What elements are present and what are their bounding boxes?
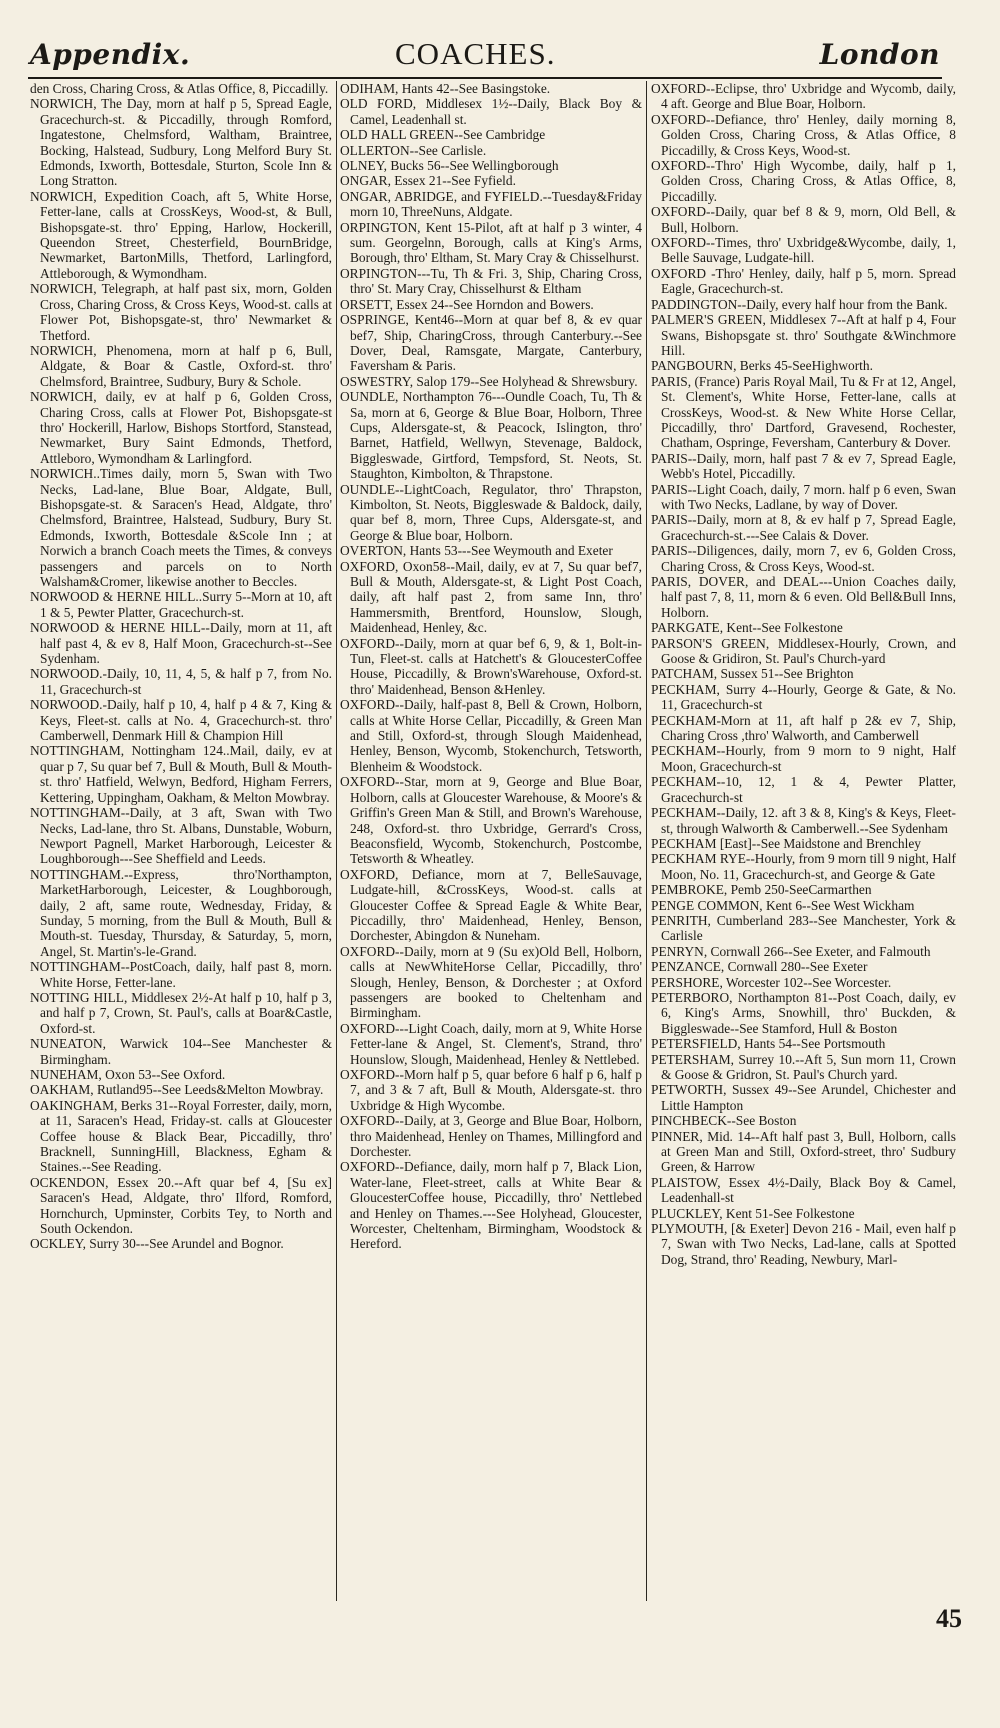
directory-entry: NOTTINGHAM--Daily, at 3 aft, Swan with Two Necks, Lad-lane, thro St. Albans, Dunstable, Woburn, Newport Pagnell, Market Harborough, Leicester & Loughborough---See Sheffield and Leeds. <box>30 805 332 867</box>
directory-entry: PARKGATE, Kent--See Folkestone <box>651 620 843 636</box>
directory-entry: PECKHAM RYE--Hourly, from 9 morn till 9 night, Half Moon, No. 11, Gracechurch-st, and George & Gate <box>651 851 956 882</box>
column-3 <box>651 81 956 1601</box>
directory-entry: PINNER, Mid. 14--Aft half past 3, Bull, Holborn, calls at Green Man and Still, Oxford-street, thro' Sudbury Green, & Harrow <box>651 1128 956 1175</box>
directory-entry: NOTTING HILL, Middlesex 2½-At half p 10, half p 3, and half p 7, Crown, St. Paul's, calls at Boar&Castle, Oxford-st. <box>30 989 332 1036</box>
directory-entry: NORWOOD.-Daily, 10, 11, 4, 5, & half p 7, from No. 11, Gracechurch-st <box>30 666 332 697</box>
directory-entry: OAKHAM, Rutland95--See Leeds&Melton Mowbray. <box>30 1082 324 1098</box>
directory-entry: OCKLEY, Surry 30---See Arundel and Bognor. <box>30 1236 284 1252</box>
directory-entry: OAKINGHAM, Berks 31--Royal Forrester, daily, morn, at 11, Saracen's Head, Friday-st. calls at Gloucester Coffee house & Black Bear, Piccadilly, thro' Bracknell, SunningHill, Blackness, Egham & Staines.--See Reading. <box>30 1097 332 1175</box>
directory-entry: PARIS--Daily, morn at 8, & ev half p 7, Spread Eagle, Gracechurch-st.---See Calais & Dover. <box>651 512 956 543</box>
directory-entry: PARIS--Light Coach, daily, 7 morn. half p 6 even, Swan with Two Necks, Ladlane, by way of Dover. <box>651 481 956 512</box>
column-divider <box>336 81 337 1601</box>
directory-entry: PARSON'S GREEN, Middlesex-Hourly, Crown, and Goose & Gridiron, St. Paul's Church-yard <box>651 635 956 667</box>
directory-entry: PECKHAM--10, 12, 1 & 4, Pewter Platter, Gracechurch-st <box>651 774 956 805</box>
directory-entry: NORWICH, Telegraph, at half past six, morn, Golden Cross, Charing Cross, & Cross Keys, Wood-st. calls at Flower Pot, Bishopsgate-st, thro' Newmarket & Thetford. <box>30 281 332 343</box>
directory-entry: OCKENDON, Essex 20.--Aft quar bef 4, [Su ex] Saracen's Head, Aldgate, thro' Ilford, Romford, Hornchurch, Upminster, Corbits Tey, to North and South Ockendon. <box>30 1174 332 1237</box>
directory-entry: PADDINGTON--Daily, every half hour from the Bank. <box>651 296 948 312</box>
directory-entry: PECKHAM--Hourly, from 9 morn to 9 night, Half Moon, Gracechurch-st <box>651 743 956 774</box>
directory-entry: PANGBOURN, Berks 45-SeeHighworth. <box>651 358 873 374</box>
page-number: 45 <box>936 1604 962 1633</box>
directory-entry: ONGAR, Essex 21--See Fyfield. <box>340 173 516 189</box>
directory-entry: PLYMOUTH, [& Exeter] Devon 216 - Mail, even half p 7, Swan with Two Necks, Lad-lane, calls at Spotted Dog, Strand, thro' Reading, Newbury, Marl- <box>651 1221 956 1267</box>
directory-entry: OVERTON, Hants 53---See Weymouth and Exeter <box>340 543 613 559</box>
directory-entry: PETWORTH, Sussex 49--See Arundel, Chichester and Little Hampton <box>651 1082 956 1113</box>
directory-entry: OXFORD---Light Coach, daily, morn at 9, White Horse Fetter-lane & Angel, St. Clement's, Strand, thro' Hounslow, Slough, Maidenhead, Henley & Nettlebed. <box>340 1020 642 1067</box>
directory-entry: PARIS, DOVER, and DEAL---Union Coaches daily, half past 7, 8, 11, morn & 6 even. Old Bell&Bull Inns, Holborn. <box>651 574 956 620</box>
directory-entry: NORWOOD.-Daily, half p 10, 4, half p 4 & 7, King & Keys, Fleet-st. calls at No. 4, Gracechurch-st. thro' Camberwell, Denmark Hill & Champion Hill <box>30 697 332 744</box>
directory-entry: OXFORD--Daily, morn at 9 (Su ex)Old Bell, Holborn, calls at NewWhiteHorse Cellar, Piccadilly, thro' Slough, Henley, Benson, & Dorchester ; at Oxford passengers are booked to Cheltenham and Birmingham. <box>340 943 642 1021</box>
directory-entry: PECKHAM-Morn at 11, aft half p 2& ev 7, Ship, Charing Cross ,thro' Walworth, and Camberwell <box>651 712 956 744</box>
directory-entry: OXFORD--Morn half p 5, quar before 6 half p 6, half p 7, and 3 & 7 aft, Bull & Mouth, Aldersgate-st. thro Uxbridge & High Wycombe. <box>340 1067 642 1113</box>
directory-entry: ORPINGTON---Tu, Th & Fri. 3, Ship, Charing Cross, thro' St. Mary Cray, Chisselhurst & Eltham <box>340 265 642 297</box>
directory-entry: den Cross, Charing Cross, & Atlas Office, 8, Piccadilly. <box>30 81 329 96</box>
directory-entry: PECKHAM, Surry 4--Hourly, George & Gate, & No. 11, Gracechurch-st <box>651 681 956 713</box>
directory-entry: OSPRINGE, Kent46--Morn at quar bef 8, & ev quar bef7, Ship, CharingCross, through Canterbury.--See Dover, Deal, Ramsgate, Margate, Canterbury, Faversham & Paris. <box>340 312 642 374</box>
directory-entry: PENZANCE, Cornwall 280--See Exeter <box>651 959 868 975</box>
directory-entry: ODIHAM, Hants 42--See Basingstoke. <box>340 81 551 96</box>
directory-entry: PARIS--Daily, morn, half past 7 & ev 7, Spread Eagle, Webb's Hotel, Piccadilly. <box>651 450 956 482</box>
directory-entry: OXFORD--Daily, morn at quar bef 6, 9, & 1, Bolt-in-Tun, Fleet-st. calls at Hatchett's & GloucesterCoffee House, Piccadilly, & Brown'sWarehouse, Oxford-st. thro' Maidenhead, Benson &Henley. <box>340 635 642 697</box>
directory-entry: PATCHAM, Sussex 51--See Brighton <box>651 666 854 682</box>
directory-entry: OUNDLE, Northampton 76---Oundle Coach, Tu, Th & Sa, morn at 6, George & Blue Boar, Holborn, Three Cups, Aldersgate-st, & Peacock, Islington, thro' Barnet, Hatfield, Wellwyn, Stevenage, Baldock, Biggleswade, Girtford, Tempsford, St. Neots, St. Staughton, Kimbolton, & Thrapstone. <box>340 389 642 482</box>
directory-entry: OXFORD, Oxon58--Mail, daily, ev at 7, Su quar bef7, Bull & Mouth, Aldersgate-st, & Light Post Coach, daily, aft half past 2, from same Inn, thro' Hammersmith, Brentford, Hounslow, Slough, Maidenhead, Henley, &c. <box>340 558 642 636</box>
directory-entry: OXFORD -Thro' Henley, daily, half p 5, morn. Spread Eagle, Gracechurch-st. <box>651 265 956 297</box>
directory-entry: ORSETT, Essex 24--See Horndon and Bowers. <box>340 296 594 312</box>
column-1 <box>30 81 332 1601</box>
directory-entry: ORPINGTON, Kent 15-Pilot, aft at half p 3 winter, 4 sum. Georgelnn, Borough, calls at King's Arms, Borough, thro' Eltham, St. Mary Cray & Chisselhurst. <box>340 219 642 266</box>
directory-entry: OXFORD--Times, thro' Uxbridge&Wycombe, daily, 1, Belle Sauvage, Ludgate-hill. <box>651 235 956 266</box>
directory-entry: OLD HALL GREEN--See Cambridge <box>340 127 546 143</box>
directory-entry: PETERSFIELD, Hants 54--See Portsmouth <box>651 1036 886 1052</box>
directory-entry: NORWICH, Expedition Coach, aft 5, White Horse, Fetter-lane, calls at CrossKeys, Wood-st, & Bull, Bishopsgate-st. thro' Epping, Harlow, Hockerill, Queendon Street, Chesterfield, BournBridge, Newmarket, BartonMills, Thetford, Larlingford, Attleborough, & Wymondham. <box>30 188 332 281</box>
directory-entry: OXFORD--Thro' High Wycombe, daily, half p 1, Golden Cross, Charing Cross, & Atlas Office, 8, Piccadilly. <box>651 158 956 204</box>
directory-entry: OLD FORD, Middlesex 1½--Daily, Black Boy & Camel, Leadenhall st. <box>340 96 642 127</box>
directory-entry: OXFORD--Defiance, daily, morn half p 7, Black Lion, Water-lane, Fleet-street, calls at White Bear & GloucesterCoffee house, Piccadilly, thro' Nettlebed and Henley on Thames.---See Holyhead, Gloucester, Worcester, Cheltenham, Birmingham, Woodstock & Hereford. <box>340 1159 642 1252</box>
directory-entry: OXFORD--Daily, half-past 8, Bell & Crown, Holborn, calls at White Horse Cellar, Piccadilly, & Green Man and Still, Oxford-st, through Slough Maidenhead, Henley, Benson, Wycomb, Stokenchurch, Tetsworth, Blenheim & Woodstock. <box>340 697 642 774</box>
directory-entry: OXFORD--Daily, quar bef 8 & 9, morn, Old Bell, & Bull, Holborn. <box>651 204 956 235</box>
directory-entry: OUNDLE--LightCoach, Regulator, thro' Thrapston, Kimbolton, St. Neots, Biggleswade & Baldock, daily, quar bef 8, morn, Three Cups, Aldersgate-st, and George & Blue boar, Holborn. <box>340 481 642 543</box>
directory-entry: PEMBROKE, Pemb 250-SeeCarmarthen <box>651 882 872 898</box>
directory-entry: NORWICH, The Day, morn at half p 5, Spread Eagle, Gracechurch-st. & Piccadilly, through Romford, Ingatestone, Chelmsford, Waltham, Braintree, Bocking, Halstead, Sudbury, Long Melford Bury St. Edmonds, Ixworth, Bottesdale, Sturton, Scole Inn & Long Stratton. <box>30 96 332 189</box>
column-2 <box>340 81 642 1601</box>
directory-entry: PECKHAM [East]--See Maidstone and Brenchley <box>651 835 921 851</box>
directory-entry: PARIS, (France) Paris Royal Mail, Tu & Fr at 12, Angel, St. Clement's, White Horse, Fetter-lane, calls at CrossKeys, Wood-st. & New White Horse Cellar, Piccadilly, thro' Dartford, Gravesend, Rochester, Chatham, Ospringe, Feversham, Canterbury & Dover. <box>651 373 956 451</box>
directory-entry: OLLERTON--See Carlisle. <box>340 142 487 158</box>
directory-entry: PENRYN, Cornwall 266--See Exeter, and Falmouth <box>651 943 931 959</box>
directory-entry: NORWICH..Times daily, morn 5, Swan with Two Necks, Lad-lane, Blue Boar, Aldgate, Bull, Bishopsgate-st. & Saracen's Head, Aldgate, thro' Chelmsford, Braintree, Halstead, Sudbury, Bury St. Edmonds, Ixworth, Bottesdale &Scole Inn ; at Norwich a branch Coach meets the Times, & conveys passengers and parcels on to North Walsham&Cromer, likewise another to Beccles. <box>30 466 332 589</box>
directory-entry: NORWOOD & HERNE HILL--Daily, morn at 11, aft half past 4, & ev 8, Half Moon, Gracechurch-st--See Sydenham. <box>30 620 332 667</box>
directory-entry: PLAISTOW, Essex 4½-Daily, Black Boy & Camel, Leadenhall-st <box>651 1174 956 1206</box>
directory-entry: OXFORD--Eclipse, thro' Uxbridge and Wycomb, daily, 4 aft. George and Blue Boar, Holborn. <box>651 81 956 112</box>
directory-entry: NUNEATON, Warwick 104--See Manchester & Birmingham. <box>30 1036 332 1067</box>
directory-entry: PINCHBECK--See Boston <box>651 1113 797 1129</box>
section-title: COACHES. <box>395 36 556 71</box>
directory-entry: OXFORD--Defiance, thro' Henley, daily morning 8, Golden Cross, Charing Cross, & Atlas Office, 8 Piccadilly, & Cross Keys, Wood-st. <box>651 111 956 158</box>
directory-entry: PLUCKLEY, Kent 51-See Folkestone <box>651 1205 855 1221</box>
header-rule <box>28 77 942 79</box>
directory-entry: NOTTINGHAM, Nottingham 124..Mail, daily, ev at quar p 7, Su quar bef 7, Bull & Mouth, Bull & Mouth-st. thro' Hatfield, Welwyn, Bedford, Higham Ferrers, Kettering, Uppingham, Oakham, & Melton Mowbray. <box>30 743 332 805</box>
directory-entry: PARIS--Diligences, daily, morn 7, ev 6, Golden Cross, Charing Cross, & Cross Keys, Wood-st. <box>651 543 956 574</box>
directory-entry: OSWESTRY, Salop 179--See Holyhead & Shrewsbury. <box>340 373 638 389</box>
directory-entry: NOTTINGHAM.--Express, thro'Northampton, MarketHarborough, Leicester, & Loughborough, daily, 2 aft, same route, Wednesday, Friday, & Sunday, 5 morning, from the Bull & Mouth, Bull & Mouth-st. Tuesday, Thursday, & Saturday, 5, morn, Angel, St. Martin's-le-Grand. <box>30 866 332 959</box>
directory-entry: PETERBORO, Northampton 81--Post Coach, daily, ev 6, King's Arms, Snowhill, thro' Buckden, & Biggleswade--See Stamford, Hull & Boston <box>651 989 956 1036</box>
directory-entry: PENRITH, Cumberland 283--See Manchester, York & Carlisle <box>651 912 956 944</box>
directory-entry: NORWICH, Phenomena, morn at half p 6, Bull, Aldgate, & Boar & Castle, Oxford-st. thro' Chelmsford, Braintree, Sudbury, Bury & Schole. <box>30 342 332 389</box>
directory-entry: OXFORD--Daily, at 3, George and Blue Boar, Holborn, thro Maidenhead, Henley on Thames, Millingford and Dorchester. <box>340 1113 642 1160</box>
directory-entry: ONGAR, ABRIDGE, and FYFIELD.--Tuesday&Friday morn 10, ThreeNuns, Aldgate. <box>340 188 642 220</box>
directory-entry: OXFORD, Defiance, morn at 7, BelleSauvage, Ludgate-hill, &CrossKeys, Wood-st. calls at Gloucester Coffee & Spread Eagle & White Bear, Piccadilly, thro' Maidenhead, Henley, Benson, Dorchester, Abingdon & Nuneham. <box>340 866 642 944</box>
directory-entry: OLNEY, Bucks 56--See Wellingborough <box>340 158 559 174</box>
directory-entry: OXFORD--Star, morn at 9, George and Blue Boar, Holborn, calls at Gloucester Warehouse, & Moore's & Griffin's Green Man & Still, and Brown's Warehouse, 248, Oxford-st. thro Uxbridge, Gerrard's Cross, Beaconsfield, Wycomb, Stokenchurch, Postcombe, Tetsworth & Wheatley. <box>340 774 642 867</box>
directory-entry: PECKHAM--Daily, 12. aft 3 & 8, King's & Keys, Fleet-st, through Walworth & Camberwell.--See Sydenham <box>651 805 956 836</box>
running-head-right: London <box>819 38 940 71</box>
directory-entry: NORWOOD & HERNE HILL..Surry 5--Morn at 10, aft 1 & 5, Pewter Platter, Gracechurch-st. <box>30 589 332 620</box>
directory-entry: NOTTINGHAM--PostCoach, daily, half past 8, morn. White Horse, Fetter-lane. <box>30 959 332 990</box>
directory-entry: NUNEHAM, Oxon 53--See Oxford. <box>30 1067 226 1082</box>
column-divider <box>646 81 647 1601</box>
directory-entry: PETERSHAM, Surrey 10.--Aft 5, Sun morn 11, Crown & Goose & Gridron, St. Paul's Church yard. <box>651 1051 956 1082</box>
directory-entry: PALMER'S GREEN, Middlesex 7--Aft at half p 4, Four Swans, Bishopsgate st. thro' Southgate &Winchmore Hill. <box>651 312 956 358</box>
directory-entry: NORWICH, daily, ev at half p 6, Golden Cross, Charing Cross, calls at Flower Pot, Bishopsgate-st thro' Hockerill, Harlow, Bishops Stortford, Stanstead, Newmarket, Bury Saint Edmonds, Thetford, Attleboro, Wymondham & Larlingford. <box>30 389 332 466</box>
directory-entry: PERSHORE, Worcester 102--See Worcester. <box>651 974 892 990</box>
directory-entry: PENGE COMMON, Kent 6--See West Wickham <box>651 897 915 913</box>
running-head-left: Appendix. <box>30 38 191 71</box>
